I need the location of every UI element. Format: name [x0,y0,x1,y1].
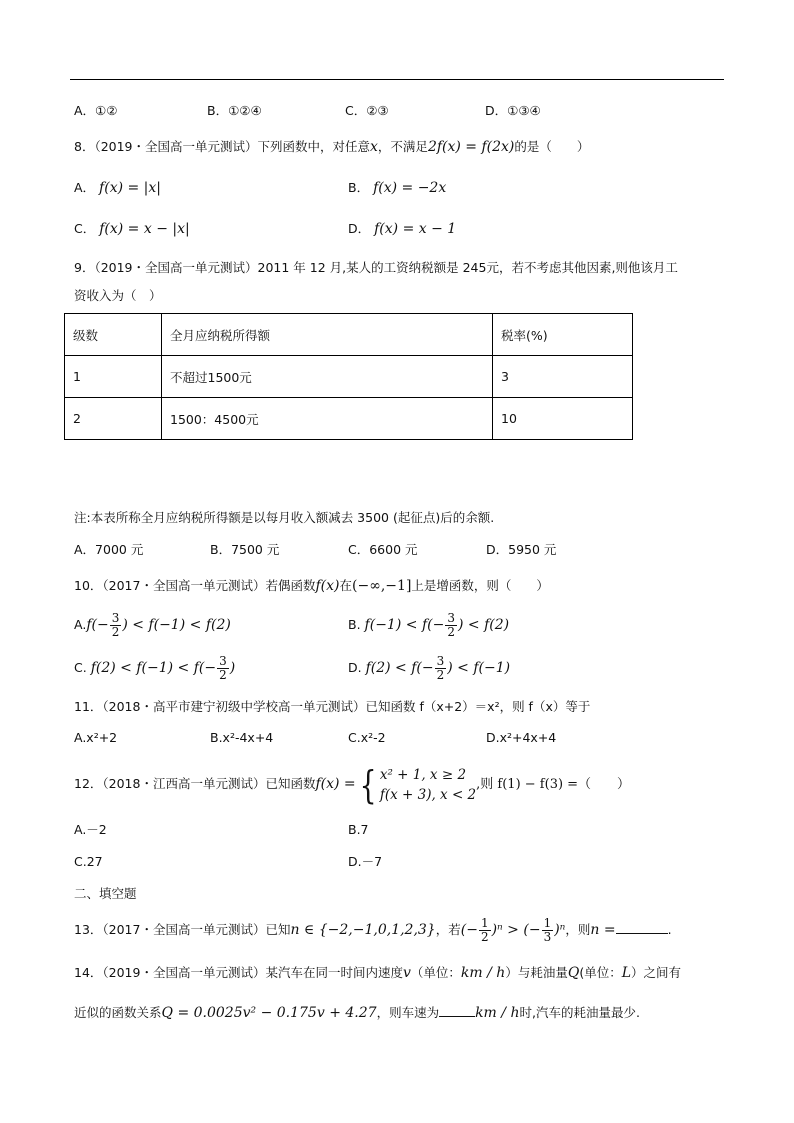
table-cell: 3 [493,356,633,398]
q8-option-b: B． f(x) = −2x [348,180,447,196]
table-cell: 2 [65,398,162,440]
q8-option-d: D． f(x) = x − 1 [348,221,457,237]
table-header-row [65,314,633,356]
q14-stem-line2: 近似的函数关系Q = 0.0025v² − 0.175v + 4.27，则车速为 km / h时,汽车的耗油量最少. [74,1005,640,1021]
q11-option-a: A.x²+2 [74,730,118,745]
fraction: $\frac{3}{2}$ [447,611,455,639]
q8-option-a: A． f(x) = |x| [74,180,162,196]
answer-blank[interactable] [439,1004,475,1017]
table-cell: 1 [65,356,162,398]
header-rule [70,79,724,80]
q12-option-c: C.27 [74,854,103,869]
table-row [65,398,633,440]
fraction: $\frac{1}{3}$ [543,916,552,944]
q9-option-b: B．7500 元 [210,542,280,557]
table-header-cell: 税率(%) [493,314,633,356]
q10-option-d: D. f(2) < f(− $\frac{3}{2}$ ) < f(−1) [348,654,511,682]
section-heading: 二、填空题 [74,886,137,901]
q9-stem-line1: 9．（2019・全国高一单元测试）2011 年 12 月,某人的工资纳税额是 245元，若不考虑其他因素,则他该月工 [74,260,678,275]
fraction: $\frac{3}{2}$ [111,611,120,639]
table-cell: 不超过1500元 [162,356,493,398]
q7-option-b: B．①②④ [207,103,262,118]
table-cell: 10 [493,398,633,440]
q14-stem-line1: 14．（2019・全国高一单元测试）某汽车在同一时间内速度v（单位：km / h）与耗油量Q(单位：L）之间有 [74,965,682,981]
q8-option-c: C． f(x) = x − |x| [74,221,190,237]
q9-stem-line2: 资收入为（ ） [74,288,162,303]
q10-option-c: C. f(2) < f(−1) < f(− $\frac{3}{2}$ ) [74,654,236,682]
q12-option-a: A.－2 [74,822,107,837]
fraction: $\frac{3}{2}$ [436,654,445,682]
q9-option-c: C．6600 元 [348,542,418,557]
q11-option-d: D.x²+4x+4 [486,730,557,745]
q13-stem: 13．（2017・全国高一单元测试）已知n ∈ {−2,−1,0,1,2,3}，若(− $\frac{1}{2}$ )ⁿ > (− $\frac{1}{3}$ )ⁿ，则n = . [74,916,672,944]
brace: { [359,762,377,807]
q11-option-c: C.x²-2 [348,730,386,745]
q12-option-d: D.－7 [348,854,383,869]
piecewise-cases: x² + 1, x ≥ 2 f(x + 3), x < 2 [379,766,477,803]
q11-option-b: B.x²-4x+4 [210,730,274,745]
q9-option-d: D．5950 元 [486,542,557,557]
table-header-cell: 级数 [65,314,162,356]
answer-blank[interactable] [616,921,668,934]
q10-option-b: B. f(−1) < f(− $\frac{3}{2}$ ) < f(2) [348,611,510,639]
q7-option-a: A．①② [74,103,118,118]
q11-stem: 11．（2018・高平市建宁初级中学校高一单元测试）已知函数 f（x+2）＝x²，则 f（x）等于 [74,699,591,714]
q10-stem: 10．（2017・全国高一单元测试）若偶函数f(x)在(−∞,−1]上是增函数，则（ ） [74,578,549,594]
fraction: $\frac{1}{2}$ [480,916,489,944]
q9-note: 注:本表所称全月应纳税所得额是以每月收入额减去 3500 (起征点)后的余额. [74,510,495,525]
table-row [65,356,633,398]
q12-stem: 12．（2018・江西高一单元测试）已知函数f(x) ={ x² + 1, x ≥ 2 f(x + 3), x < 2 ,则 f(1) − f(3) =（ ） [74,762,631,807]
fraction: $\frac{3}{2}$ [219,654,227,682]
q7-option-d: D．①③④ [485,103,541,118]
tax-table [64,313,633,440]
q9-option-a: A．7000 元 [74,542,144,557]
table-header-cell: 全月应纳税所得额 [162,314,493,356]
q10-option-a: A.f(− $\frac{3}{2}$ ) < f(−1) < f(2) [74,611,231,639]
table-cell: 1500：4500元 [162,398,493,440]
q7-option-c: C．②③ [345,103,389,118]
q12-option-b: B.7 [348,822,369,837]
q8-stem: 8．（2019・全国高一单元测试）下列函数中，对任意x，不满足2f(x) = f(2x)的是（ ） [74,139,590,155]
